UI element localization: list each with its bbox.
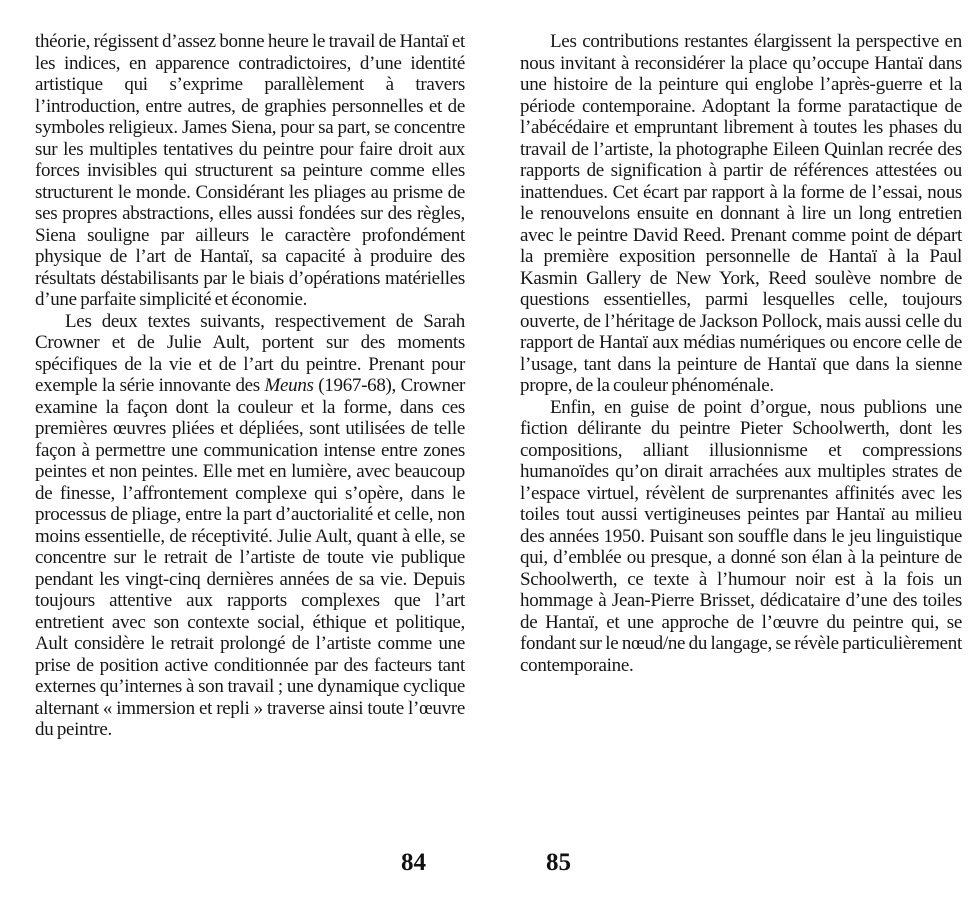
text-run: (1967-68), Crowner examine la façon dont la couleur et la forme, dans ces premières œuvres pliées et dépliées, sont utilisées de telle façon à permettre une communication intense entre zones peintes et non peintes. Elle met en lumière, avec beaucoup de finesse, l’affrontement complexe qui s’opère, dans le processus de pliage, entre la part d’auctorialité et celle, non moins essentielle, de réceptivité. Julie Ault, quant à elle, se concentre sur le retrait de l’artiste de toute vie publique pendant les vingt-cinq dernières années de sa vie. Depuis toujours attentive aux rapports complexes que l’art entretient avec son contexte social, éthique et politique, Ault considère le retrait prolongé de l’artiste comme une prise de position active conditionnée par des facteurs tant externes qu’internes à son travail ; une dynamique cyclique alternant « immersion et repli » traverse ainsi toute l’œuvre du peintre. <box>35 375 466 740</box>
italic-text-run: Meuns <box>264 375 314 396</box>
page-84-text-column <box>35 31 465 741</box>
paragraph <box>35 31 465 311</box>
paragraph <box>35 311 465 741</box>
text-run: théorie, régissent d’assez bonne heure le travail de Hantaï et les indices, en apparence contradictoires, d’une identité artistique qui s’exprime parallèlement à travers l’introduction, entre autres, de graphies personnelles et de symboles religieux. James Siena, pour sa part, se concentre sur les multiples tentatives du peintre pour faire droit aux forces invisibles qui structurent sa peinture comme elles structurent le monde. Considérant les pliages au prisme de ses propres abstractions, elles aussi fondées sur des règles, Siena souligne par ailleurs le caractère profondément physique de l’art de Hantaï, sa capacité à produire des résultats déstabilisants par le biais d’opérations matérielles d’une parfaite simplicité et économie. <box>35 31 465 310</box>
page-number-84: 84 <box>401 849 426 876</box>
page-85-text-column <box>520 31 962 676</box>
page-number-85: 85 <box>546 849 571 876</box>
paragraph <box>520 397 962 677</box>
paragraph <box>520 31 962 397</box>
text-run: Les contributions restantes élargissent la perspective en nous invitant à reconsidérer la place qu’occupe Hantaï dans une histoire de la peinture qui englobe l’après-guerre et la période contemporaine. Adoptant la forme paratactique de l’abécédaire et empruntant librement à toutes les phases du travail de l’artiste, la photographe Eileen Quinlan recrée des rapports de signification à partir de références attestées ou inattendues. Cet écart par rapport à la forme de l’essai, nous le renouvelons ensuite en donnant à lire un long entretien avec le peintre David Reed. Prenant comme point de départ la première exposition personnelle de Hantaï à la Paul Kasmin Gallery de New York, Reed soulève nombre de questions essentielles, parmi lesquelles celle, toujours ouverte, de l’héritage de Jackson Pollock, mais aussi celle du rapport de Hantaï aux médias numériques ou encore celle de l’usage, tant dans la peinture de Hantaï que dans la sienne propre, de la couleur phénoménale. <box>520 31 962 396</box>
text-run: Les deux textes suivants, respectivement de Sarah Crowner et de Julie Ault, portent sur des moments spécifiques de la vie et de l’art du peintre. Prenant pour exemple la série innovante des <box>35 310 465 396</box>
text-run: Enfin, en guise de point d’orgue, nous publions une fiction délirante du peintre Pieter Schoolwerth, dont les compositions, alliant illusionnisme et compressions humanoïdes qu’on dirait arrachées aux multiples strates de l’espace virtuel, révèlent de surprenantes affinités avec les toiles tout aussi vertigineuses peintes par Hantaï au milieu des années 1950. Puisant son souffle dans le jeu linguistique qui, d’emblée ou presque, a donné son élan à la peinture de Schoolwerth, ce texte à l’humour noir est à la fois un hommage à Jean-Pierre Brisset, dédicataire d’une des toiles de Hantaï, et une approche de l’œuvre du peintre qui, se fondant sur le nœud/ne du langage, se révèle particulièrement contemporaine. <box>520 396 962 676</box>
